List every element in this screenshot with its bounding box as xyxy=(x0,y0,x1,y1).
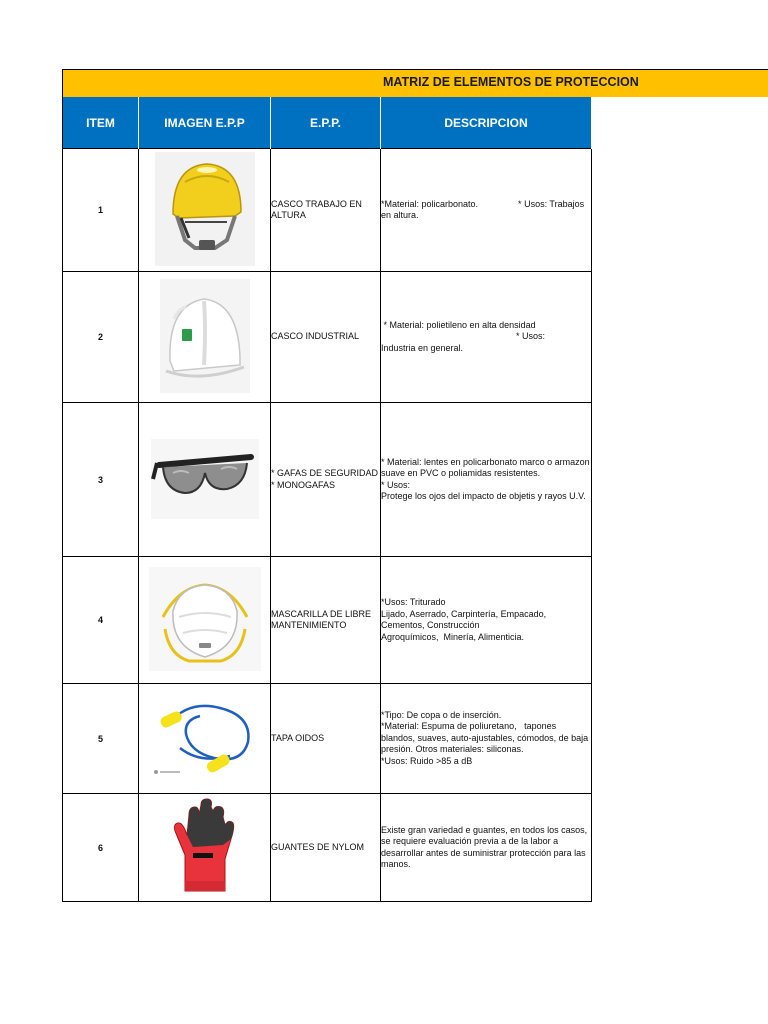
image-cell xyxy=(139,557,271,684)
image-cell xyxy=(139,794,271,902)
epp-name: * GAFAS DE SEGURIDAD * MONOGAFAS xyxy=(271,403,381,557)
epp-name: TAPA OIDOS xyxy=(271,684,381,794)
epp-description: *Tipo: De copa o de inserción. *Material: Espuma de poliuretano, tapones blandos, suaves, auto-ajustables, cómodos, de baja presión. Otros materiales: siliconas. *Usos: Ruido >85 a dB xyxy=(381,684,592,794)
column-header-image: IMAGEN E.P.P xyxy=(139,97,271,149)
image-cell xyxy=(139,149,271,272)
item-number: 6 xyxy=(63,794,139,902)
table-header-row xyxy=(63,97,592,149)
nylon-glove-icon xyxy=(163,795,247,899)
column-header-description: DESCRIPCION xyxy=(381,97,592,149)
epp-description: *Usos: Triturado Lijado, Aserrado, Carpintería, Empacado, Cementos, Construcción Agroquímicos, Minería, Alimenticia. xyxy=(381,557,592,684)
table-row xyxy=(63,272,592,403)
earplugs-icon xyxy=(150,698,260,778)
safety-glasses-icon xyxy=(151,439,259,519)
image-cell xyxy=(139,272,271,403)
epp-description: Existe gran variedad e guantes, en todos los casos, se requiere evaluación previa a de la labor a desarrollar antes de suministrar protección para las manos. xyxy=(381,794,592,902)
item-number: 2 xyxy=(63,272,139,403)
item-number: 1 xyxy=(63,149,139,272)
column-header-epp: E.P.P. xyxy=(271,97,381,149)
yellow-helmet-icon xyxy=(155,152,255,266)
epp-description: * Material: polietileno en alta densidad * Usos: Industria en general. xyxy=(381,272,592,403)
table-row xyxy=(63,403,592,557)
epp-name: GUANTES DE NYLOM xyxy=(271,794,381,902)
epp-matrix-table xyxy=(62,97,592,902)
page-title: MATRIZ DE ELEMENTOS DE PROTECCION xyxy=(383,75,639,89)
epp-name: MASCARILLA DE LIBRE MANTENIMIENTO xyxy=(271,557,381,684)
epp-description: * Material: lentes en policarbonato marco o armazon suave en PVC o poliamidas resistentes. * Usos: Protege los ojos del impacto de objetis y rayos U.V. xyxy=(381,403,592,557)
table-row xyxy=(63,149,592,272)
title-banner xyxy=(62,69,768,97)
white-hard-hat-icon xyxy=(160,279,250,393)
table-row xyxy=(63,684,592,794)
item-number: 3 xyxy=(63,403,139,557)
table-row xyxy=(63,557,592,684)
column-header-item: ITEM xyxy=(63,97,139,149)
dust-mask-icon xyxy=(149,567,261,671)
item-number: 5 xyxy=(63,684,139,794)
image-cell xyxy=(139,403,271,557)
table-row xyxy=(63,794,592,902)
epp-name: CASCO INDUSTRIAL xyxy=(271,272,381,403)
item-number: 4 xyxy=(63,557,139,684)
epp-name: CASCO TRABAJO EN ALTURA xyxy=(271,149,381,272)
image-cell xyxy=(139,684,271,794)
epp-description: *Material: policarbonato. * Usos: Trabajos en altura. xyxy=(381,149,592,272)
